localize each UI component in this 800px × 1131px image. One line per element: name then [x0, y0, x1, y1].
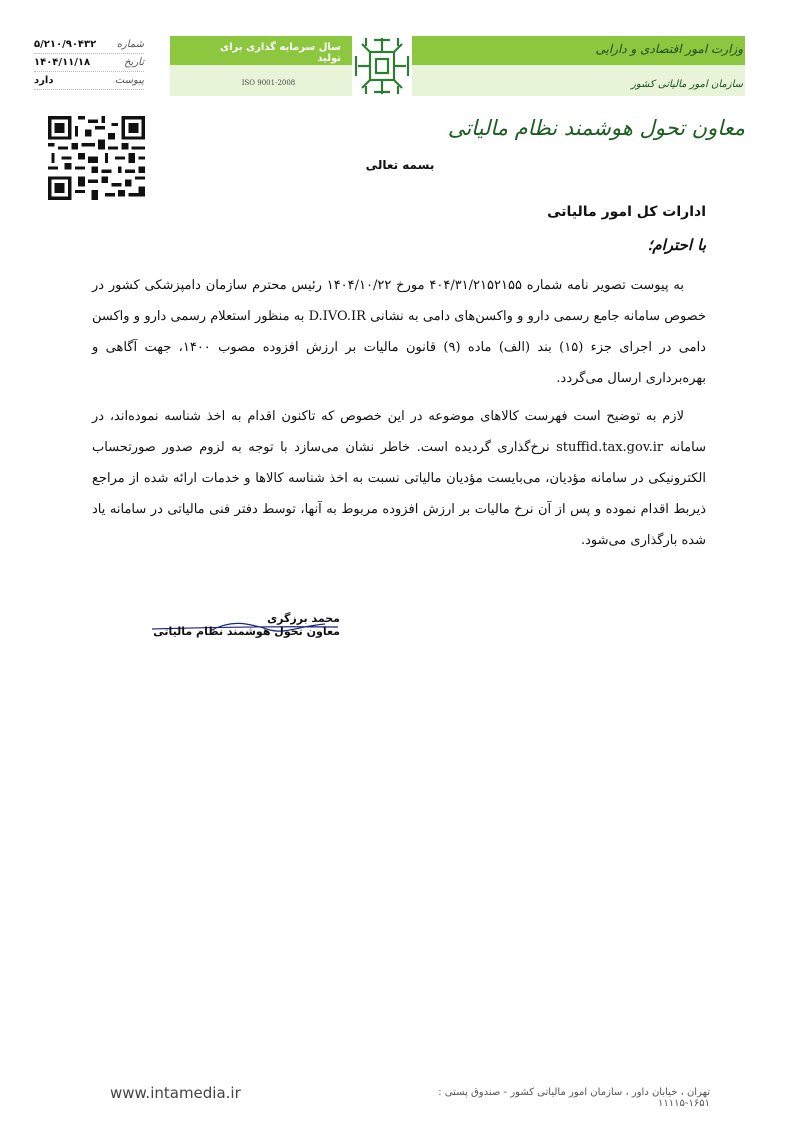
- meta-number-label: شماره: [116, 39, 144, 50]
- paragraph-2: لازم به توضیح است فهرست کالاهای موضوعه در این خصوص که تاکنون اقدام به اخذ شناسه نموده‌اند، در سامانه stuffid.tax.gov.ir نرخ‌گذاری گردیده است. خاطر نشان می‌سازد با توجه به لزوم صدور صورتحساب الکترونیکی در سامانه مؤدیان، می‌بایست مؤدیان مالیاتی نسبت به اخذ شناسه کالاها و خدمات ارائه شده از مراجع ذیربط اقدام نموده و پس از آن نرخ مالیات بر ارزش افزوده مربوط به آنها، توسط دفتر فنی مالیاتی در سامانه یاد شده بارگذاری می‌شود.: [92, 409, 706, 548]
- greeting: با احترام؛: [647, 236, 706, 254]
- recipient: ادارات کل امور مالیاتی: [547, 204, 706, 220]
- letter-body: [92, 270, 706, 563]
- organization-name: سازمان امور مالیاتی کشور: [631, 79, 743, 90]
- deputy-title: معاون تحول هوشمند نظام مالیاتی: [447, 116, 745, 140]
- meta-number: [34, 36, 144, 54]
- invocation: بسمه تعالی: [365, 158, 435, 172]
- meta-date-label: تاریخ: [124, 57, 144, 68]
- footer-address: تهران ، خیابان داور ، سازمان امور مالیاتی کشور - صندوق پستی : ۱۶۵۱-۱۱۱۱۵: [438, 1087, 710, 1109]
- paragraph-1: به پیوست تصویر نامه شماره ۴۰۴/۳۱/۲۱۵۲۱۵۵ مورخ ۱۴۰۴/۱۰/۲۲ رئیس محترم سازمان دامپزشکی کشور در خصوص سامانه جامع رسمی دارو و واکسن‌های دامی به نشانی D.IVO.IR به منظور استعلام رسمی دارو و واکسن دامی در اجرای جزء (۱۵) بند (الف) ماده (۹) قانون مالیات بر ارزش افزوده مصوب ۱۴۰۰، جهت آگاهی و بهره‌برداری ارسال می‌گردد.: [92, 278, 706, 386]
- ministry-name: وزارت امور اقتصادی و دارایی: [595, 42, 743, 56]
- signer-name: محمد برزگری: [267, 612, 340, 625]
- footer-website[interactable]: www.intamedia.ir: [110, 1084, 241, 1102]
- meta-attachment: [34, 72, 144, 90]
- iso-label: ISO 9001-2008: [241, 79, 296, 87]
- meta-number-value: ۵/۲۱۰/۹۰۴۳۲: [34, 39, 97, 50]
- meta-date: [34, 54, 144, 72]
- tax-organization-logo-icon: [352, 32, 412, 100]
- meta-attachment-label: پیوست: [114, 75, 144, 86]
- meta-attachment-value: دارد: [34, 75, 54, 86]
- signer-title: معاون تحول هوشمند نظام مالیاتی: [153, 625, 340, 638]
- signer-block: [150, 612, 340, 638]
- letter-meta: [34, 36, 144, 90]
- meta-date-value: ۱۴۰۴/۱۱/۱۸: [34, 57, 91, 68]
- qr-code-icon: [48, 116, 145, 200]
- year-slogan: سال سرمایه گذاری برای تولید: [219, 42, 341, 64]
